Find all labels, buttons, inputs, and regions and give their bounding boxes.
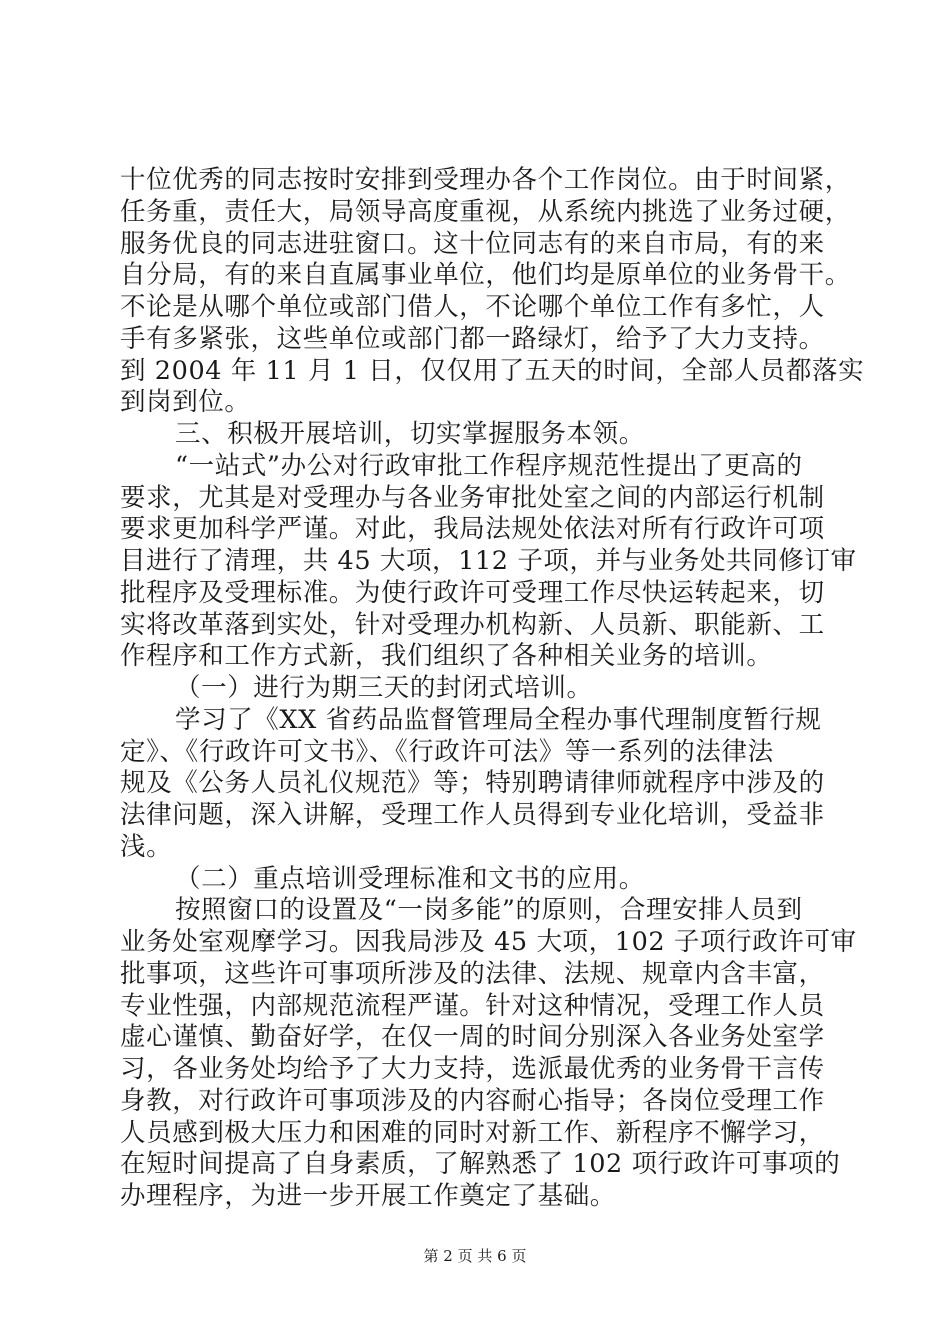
text-line: 专业性强，内部规范流程严谨。针对这种情况，受理工作人员 — [120, 991, 825, 1021]
text-line: 学习了《XX 省药品监督管理局全程办事代理制度暂行规 — [175, 705, 822, 735]
text-line: 人员感到极大压力和困难的同时对新工作、新程序不懈学习， — [120, 1118, 825, 1148]
text-line: 浅。 — [120, 832, 173, 862]
text-line: 批事项，这些许可事项所涉及的法律、法规、规章内含丰富， — [120, 959, 825, 989]
text-line: 在短时间提高了自身素质，了解熟悉了 102 项行政许可事项的 — [120, 1149, 841, 1179]
text-line: “一站式”办公对行政审批工作程序规范性提出了更高的 — [175, 451, 803, 481]
text-line: 目进行了清理，共 45 大项，112 子项，并与业务处共同修订审 — [120, 546, 857, 576]
text-line: 虚心谨慎、勤奋好学，在仅一周的时间分别深入各业务处室学 — [120, 1022, 825, 1052]
text-line: 法律问题，深入讲解，受理工作人员得到专业化培训，受益非 — [120, 800, 825, 830]
text-line: 身教，对行政许可事项涉及的内容耐心指导；各岗位受理工作 — [120, 1086, 825, 1116]
text-line: 定》、《行政许可文书》、《行政许可法》等一系列的法律法 — [120, 737, 774, 767]
page-number-footer: 第 2 页 共 6 页 — [423, 1247, 527, 1265]
text-line: 作程序和工作方式新，我们组织了各种相关业务的培训。 — [120, 641, 773, 671]
text-line: 手有多紧张，这些单位或部门都一路绿灯，给予了大力支持。 — [120, 324, 825, 354]
text-line: 要求，尤其是对受理办与各业务审批处室之间的内部运行机制 — [120, 483, 825, 513]
text-line: 实将改革落到实处，针对受理办机构新、人员新、职能新、工 — [120, 610, 825, 640]
subsection-heading: （二）重点培训受理标准和文书的应用。 — [175, 864, 645, 894]
text-line: 习，各业务处均给予了大力支持，选派最优秀的业务骨干言传 — [120, 1054, 825, 1084]
subsection-heading: （一）进行为期三天的封闭式培训。 — [175, 673, 593, 703]
text-line: 到岗到位。 — [120, 387, 251, 417]
text-line: 规及《公务人员礼仪规范》等；特别聘请律师就程序中涉及的 — [120, 768, 825, 798]
text-line: 任务重，责任大，局领导高度重视，从系统内挑选了业务过硬， — [120, 197, 851, 227]
text-line: 业务处室观摩学习。因我局涉及 45 大项，102 子项行政许可审 — [120, 927, 857, 957]
text-line: 自分局，有的来自直属事业单位，他们均是原单位的业务骨干。 — [120, 260, 851, 290]
section-heading: 三、积极开展培训，切实掌握服务本领。 — [175, 419, 645, 449]
text-line: 要求更加科学严谨。对此，我局法规处依法对所有行政许可项 — [120, 514, 825, 544]
text-line: 不论是从哪个单位或部门借人，不论哪个单位工作有多忙，人 — [120, 292, 825, 322]
text-line: 十位优秀的同志按时安排到受理办各个工作岗位。由于时间紧， — [120, 165, 851, 195]
text-line: 按照窗口的设置及“一岗多能”的原则，合理安排人员到 — [175, 895, 803, 925]
text-line: 批程序及受理标准。为使行政许可受理工作尽快运转起来，切 — [120, 578, 825, 608]
text-line: 到 2004 年 11 月 1 日，仅仅用了五天的时间，全部人员都落实 — [120, 356, 865, 386]
text-line: 办理程序，为进一步开展工作奠定了基础。 — [120, 1181, 616, 1211]
text-line: 服务优良的同志进驻窗口。这十位同志有的来自市局，有的来 — [120, 229, 825, 259]
